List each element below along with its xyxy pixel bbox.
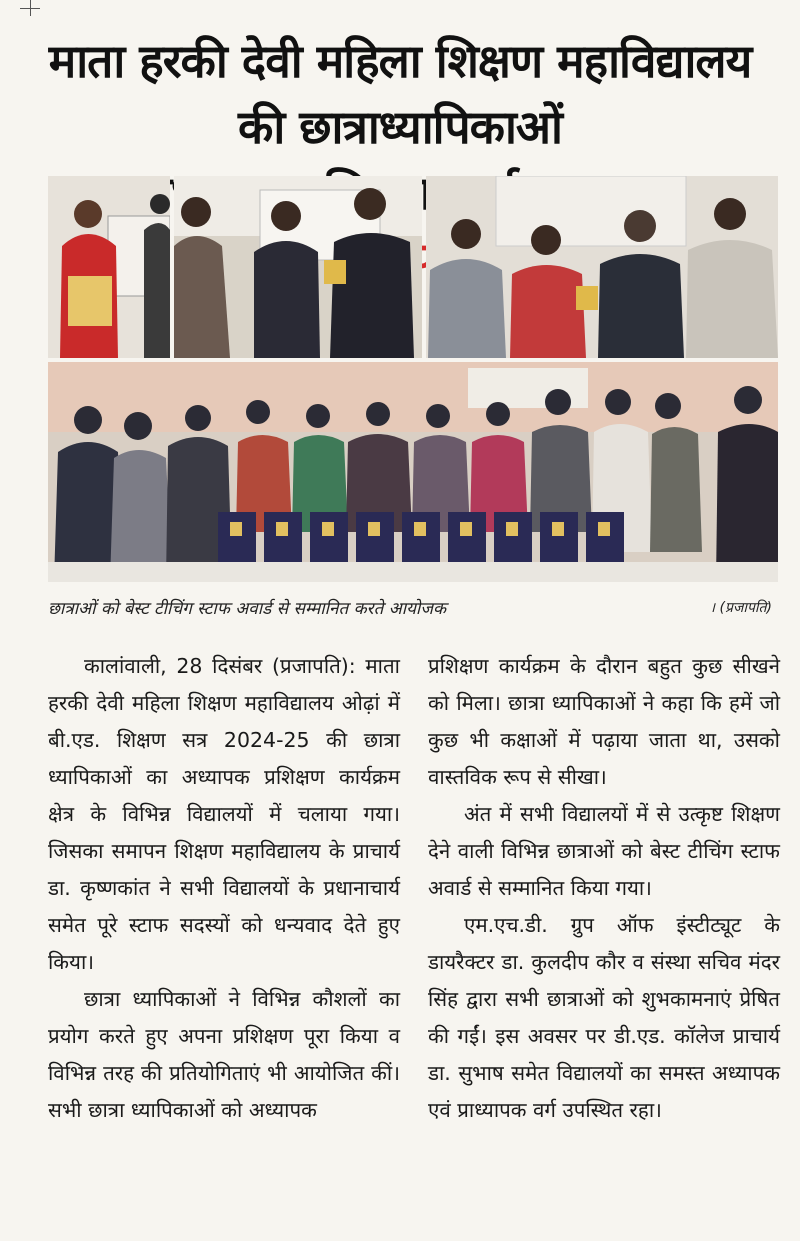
photo-group [48, 362, 778, 582]
photo-caption [48, 596, 778, 619]
article-paragraph: एम.एच.डी. ग्रुप ऑफ इंस्टीट्यूट के डायरैक्टर डा. कुलदीप कौर व संस्था सचिव मंदर सिंह द्वारा सभी छात्राओं को शुभकामनाएं प्रेषित की गईं। इस अवसर पर डी.एड. कॉलेज प्राचार्य डा. सुभाष समेत विद्यालयों का समस्त अध्यापक एवं प्राध्यापक वर्ग उपस्थित रहा। [428, 913, 780, 1122]
article-column-left [48, 648, 400, 1129]
article-paragraph: कालांवाली, 28 दिसंबर (प्रजापति): माता हरकी देवी महिला शिक्षण महाविद्यालय ओढ़ां में बी.एड. शिक्षण सत्र 2024-25 की छात्रा ध्यापिकाओं का अध्यापक प्रशिक्षण कार्यक्रम क्षेत्र के विभिन्न विद्यालयों में चलाया गया। जिसका समापन शिक्षण महाविद्यालय के प्राचार्य डा. कृष्णकांत ने सभी विद्यालयों के प्रधानाचार्य समेत पूरे स्टाफ सदस्यों को धन्यवाद देते हुए किया। [48, 654, 400, 974]
article-paragraph: प्रशिक्षण कार्यक्रम के दौरान बहुत कुछ सीखने को मिला। छात्रा ध्यापिकाओं ने कहा कि हमें जो कुछ भी कक्षाओं में पढ़ाया जाता था, उसको वास्तविक रूप से सीखा। [428, 654, 780, 789]
headline-line-1: माता हरकी देवी महिला शिक्षण महाविद्यालय की छात्राध्यापिकाओं [48, 34, 752, 154]
caption-credit: । (प्रजापति) [709, 600, 772, 616]
photo-collage [48, 176, 778, 582]
dateline: कालांवाली, 28 दिसंबर (प्रजापति): [84, 654, 356, 678]
crop-mark [8, 0, 48, 18]
article-column-right [428, 648, 780, 1129]
photo-award-left [48, 176, 170, 358]
photo-award-center [174, 176, 422, 358]
article-paragraph: अंत में सभी विद्यालयों में से उत्कृष्ट शिक्षण देने वाली विभिन्न छात्राओं को बेस्ट टीचिंग स्टाफ अवार्ड से सम्मानित किया गया। [428, 802, 780, 900]
article-paragraph: छात्रा ध्यापिकाओं ने विभिन्न कौशलों का प्रयोग करते हुए अपना प्रशिक्षण पूरा किया व विभिन्न तरह की प्रतियोगिताएं भी आयोजित कीं। सभी छात्रा ध्यापिकाओं को अध्यापक [48, 987, 400, 1122]
caption-text: छात्राओं को बेस्ट टीचिंग स्टाफ अवार्ड से सम्मानित करते आयोजक [48, 599, 447, 619]
photo-award-right [426, 176, 778, 358]
